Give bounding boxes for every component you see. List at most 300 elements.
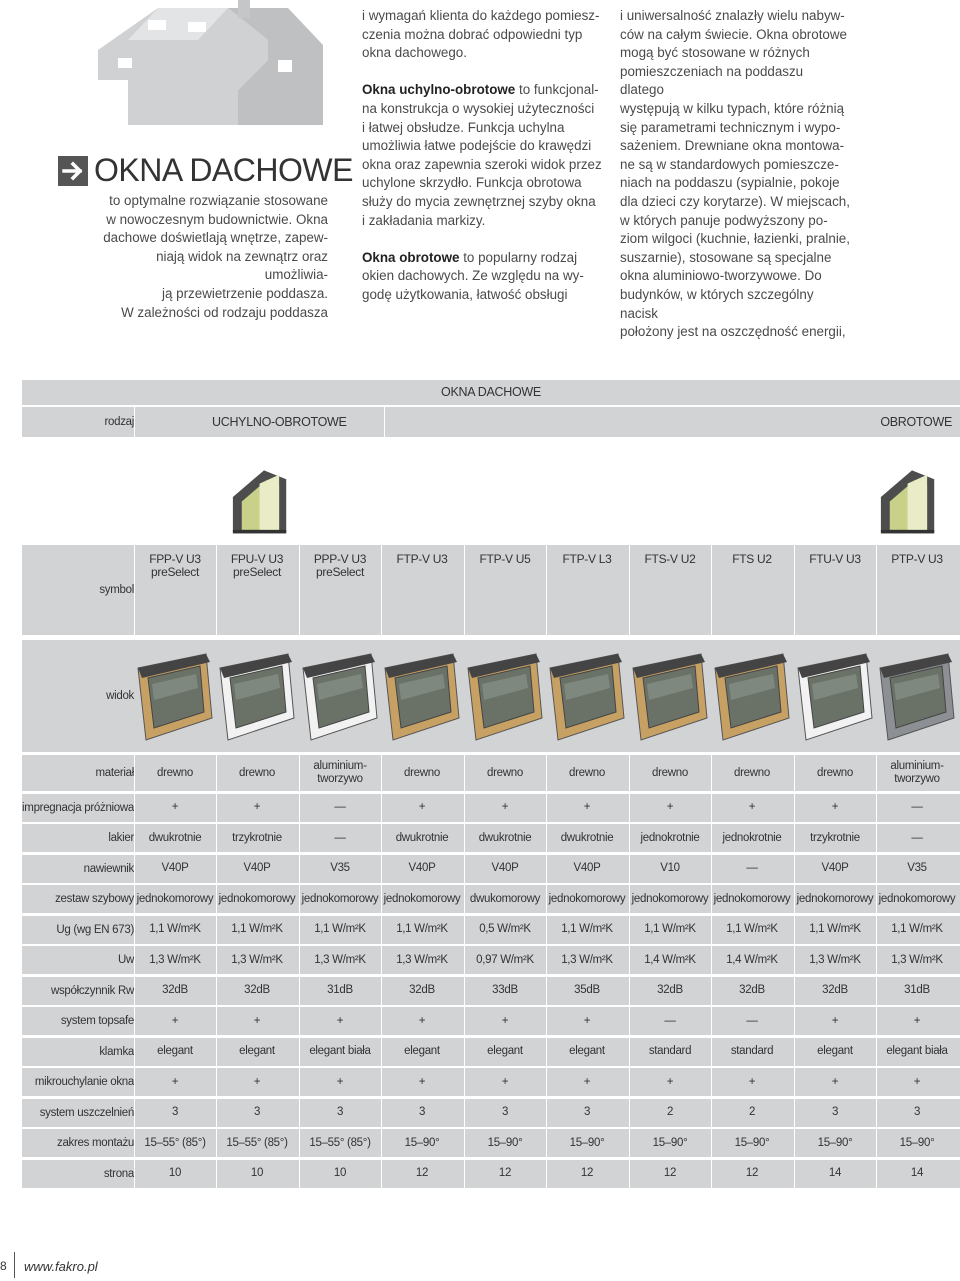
table-vline	[546, 977, 547, 1005]
row-value: +	[913, 1014, 921, 1027]
row-value: elegant	[239, 1045, 275, 1057]
row-value: 3	[336, 1106, 344, 1118]
row-value: dwukrotnie	[395, 831, 449, 844]
table-vline	[794, 855, 795, 883]
table-vline	[464, 916, 465, 944]
row-value: 3	[253, 1106, 261, 1118]
row-value: V35	[907, 862, 927, 874]
row-value: elegant	[487, 1045, 523, 1057]
row-value: elegant	[404, 1045, 440, 1057]
row-label: system uszczelnień	[39, 1106, 134, 1119]
data-row	[22, 1129, 960, 1157]
table-vline	[629, 977, 630, 1005]
symbol-cell	[629, 553, 711, 587]
table-vline	[546, 1007, 547, 1035]
table-vline	[299, 545, 300, 635]
row-value: 15–90°	[899, 1136, 935, 1149]
table-vline	[711, 1038, 712, 1066]
symbol-name: FPU-V U3	[230, 552, 284, 566]
data-row	[22, 824, 960, 852]
row-value: 1,1 W/m²K	[314, 923, 366, 935]
row-value: jednokomorowy	[383, 892, 461, 905]
table-vline	[464, 545, 465, 635]
table-vline	[381, 946, 382, 974]
window-image	[216, 648, 298, 748]
table-vline	[546, 916, 547, 944]
row-value: elegant	[569, 1045, 605, 1057]
row-value: —	[664, 1014, 676, 1027]
row-value: —	[746, 862, 758, 874]
col2-p2: to funkcjonal- na konstrukcja o wysokiej użyteczności i łatwej obsłudze. Funkcja uchylna umożliwia łatwe podejście do krawędzi okna oraz zapewnia szeroki widok przez uchylone skrzydło. Funkcja obrotowa służy do mycia zewnętrznej szyby okna i zakładania markizy.	[362, 82, 602, 228]
row-value: 12	[745, 1167, 759, 1179]
row-value: 32dB	[657, 984, 683, 996]
row-value: +	[253, 1014, 261, 1027]
table-vline	[134, 1099, 135, 1127]
table-vline	[546, 1068, 547, 1096]
row-value: +	[501, 1075, 509, 1088]
row-label: zestaw szybowy	[55, 893, 134, 905]
table-vline	[134, 1068, 135, 1096]
row-label: system topsafe	[60, 1015, 134, 1027]
table-vline	[711, 946, 712, 974]
table-vline	[794, 1160, 795, 1188]
symbol-name: FTP-V U3	[396, 552, 448, 566]
table-vline	[711, 1007, 712, 1035]
table-vline	[629, 916, 630, 944]
table-vline	[546, 794, 547, 822]
row-value: 12	[415, 1167, 429, 1179]
table-vline	[134, 977, 135, 1005]
table-vline	[381, 755, 382, 791]
table-vline	[794, 1007, 795, 1035]
row-value: +	[666, 801, 674, 813]
symbol-cell	[464, 553, 546, 587]
table-vline	[876, 794, 877, 822]
window-image	[464, 648, 546, 748]
row-value: dwukrotnie	[478, 831, 532, 844]
table-vline	[876, 1129, 877, 1157]
row-value: 1,1 W/m²K	[561, 923, 613, 935]
table-vline	[876, 1007, 877, 1035]
widok-label: widok	[106, 690, 134, 702]
row-label: materiał	[95, 767, 134, 779]
symbol-cell	[794, 553, 876, 587]
row-value: drewno	[817, 766, 853, 779]
table-vline	[876, 977, 877, 1005]
row-value: 32dB	[822, 984, 848, 996]
row-value: drewno	[652, 766, 688, 779]
table-vline	[216, 855, 217, 883]
symbol-cell	[216, 553, 298, 587]
row-label: lakier	[108, 832, 134, 844]
table-vline	[876, 755, 877, 791]
table-vline	[216, 1129, 217, 1157]
window-image	[876, 648, 958, 748]
page-title: OKNA DACHOWE	[94, 152, 353, 188]
table-vline	[299, 916, 300, 944]
table-vline	[711, 1160, 712, 1188]
row-value: 1,3 W/m²K	[149, 953, 201, 966]
row-value: 32dB	[244, 984, 270, 996]
row-value: 2	[748, 1106, 756, 1118]
row-value: V40P	[408, 862, 436, 874]
symbol-name: FTP-V L3	[562, 552, 612, 566]
row-value: +	[171, 1075, 179, 1088]
table-vline	[216, 946, 217, 974]
row-value: 1,3 W/m²K	[231, 953, 283, 966]
table-vline	[794, 755, 795, 791]
row-value: +	[583, 1014, 591, 1027]
row-label: klamka	[99, 1045, 134, 1058]
table-vline	[546, 1129, 547, 1157]
row-value: 3	[831, 1106, 839, 1118]
window-image	[381, 648, 463, 748]
row-value: 10	[333, 1167, 347, 1179]
col2-p3: to popularny rodzaj okien dachowych. Ze względu na wy- godę użytkowania, łatwość obsługi	[362, 249, 584, 302]
symbol-cell	[299, 553, 381, 587]
row-value: V10	[660, 862, 680, 874]
table-vline	[381, 794, 382, 822]
table-vline	[216, 1099, 217, 1127]
table-vline	[876, 545, 877, 635]
row-value: 15–55° (85°)	[309, 1136, 371, 1149]
row-value: 1,3 W/m²K	[396, 953, 448, 966]
row-value: +	[583, 1075, 591, 1088]
symbol-variant: preSelect	[151, 565, 199, 579]
data-row	[22, 977, 960, 1005]
row-value: V40P	[491, 862, 519, 874]
table-vline	[711, 855, 712, 883]
table-vline	[794, 977, 795, 1005]
row-label: strona	[103, 1167, 134, 1180]
row-value: dwukrotnie	[560, 831, 614, 844]
window-image	[546, 648, 628, 748]
row-value: 1,1 W/m²K	[149, 923, 201, 935]
intro-text-col3: i uniwersalność znalazły wielu nabyw- ców na całym świecie. Okna obrotowe mogą być stosowane w różnych pomieszczeniach na poddaszu dlatego występują w kilku typach, które różnią się parametrami technicznym i wypo- sażeniem. Drewniane okna montowa- ne są w standardowych pomieszcze- niach na poddaszu (sypialnie, pokoje dla dzieci czy korytarze). W miejscach, w których panuje podwyższony po- ziom wilgoci (kuchnie, łazienki, pralnie, suszarnie), stosowane są specjalne okna aluminiowo-tworzywowe. Do budynków, w których szczególny nacisk położony jest na oszczędność energii,	[620, 8, 850, 340]
row-value: +	[418, 801, 426, 813]
table-vline	[134, 1160, 135, 1188]
table-vline	[299, 1038, 300, 1066]
symbol-name: PTP-V U3	[891, 552, 943, 566]
col2-p1: i wymagań klienta do każdego pomiesz- czenia można dobrać odpowiedni typ okna dachowego.	[362, 8, 600, 61]
row-value: +	[831, 1075, 839, 1088]
row-value: +	[913, 1075, 921, 1088]
row-value: 15–90°	[404, 1136, 440, 1149]
table-vline	[794, 946, 795, 974]
row-value: 12	[663, 1167, 677, 1179]
row-value: 0,5 W/m²K	[479, 923, 531, 935]
table-vline	[711, 1099, 712, 1127]
table-vline	[629, 1038, 630, 1066]
table-vline	[216, 1038, 217, 1066]
table-vline	[629, 755, 630, 791]
table-vline	[464, 794, 465, 822]
row-value: aluminium- tworzywo	[890, 760, 944, 785]
table-vline	[464, 946, 465, 974]
table-vline	[876, 1068, 877, 1096]
widok-row	[22, 640, 960, 752]
table-vline	[546, 545, 547, 635]
row-value: +	[501, 1014, 509, 1027]
row-value: 1,3 W/m²K	[891, 953, 943, 966]
row-value: —	[911, 801, 923, 813]
table-vline	[381, 824, 382, 852]
table-vline	[629, 1129, 630, 1157]
table-vline	[876, 916, 877, 944]
table-vline	[216, 545, 217, 635]
row-value: 32dB	[409, 984, 435, 996]
table-vline	[464, 885, 465, 913]
arrow-right-icon	[58, 156, 88, 186]
table-vline	[216, 755, 217, 791]
table-vline	[546, 755, 547, 791]
row-value: 14	[828, 1167, 842, 1179]
row-value: +	[583, 801, 591, 813]
table-title-row	[22, 380, 960, 405]
row-value: drewno	[157, 766, 193, 779]
rodzaj-obrotowe: OBROTOWE	[880, 414, 952, 429]
row-value: jednokrotnie	[722, 831, 782, 844]
table-title: OKNA DACHOWE	[441, 385, 541, 399]
table-vline	[381, 1129, 382, 1157]
table-vline	[629, 1099, 630, 1127]
row-value: 35dB	[574, 984, 600, 996]
table-vline	[546, 1160, 547, 1188]
window-image	[299, 648, 381, 748]
symbol-name: FTU-V U3	[809, 552, 861, 566]
symbol-variant: preSelect	[233, 565, 281, 579]
table-vline	[711, 1068, 712, 1096]
row-value: 12	[580, 1167, 594, 1179]
symbol-name: PPP-V U3	[313, 552, 367, 566]
symbol-cell	[546, 553, 628, 587]
row-value: 1,3 W/m²K	[809, 953, 861, 966]
row-value: 14	[910, 1167, 924, 1179]
table-vline	[876, 1099, 877, 1127]
row-value: +	[253, 1075, 261, 1088]
table-vline	[464, 855, 465, 883]
table-vline	[629, 794, 630, 822]
row-value: 1,3 W/m²K	[561, 953, 613, 966]
table-vline	[299, 946, 300, 974]
row-value: 15–90°	[817, 1136, 853, 1149]
symbol-cell	[876, 553, 958, 587]
row-value: 1,3 W/m²K	[314, 953, 366, 966]
table-vline	[794, 824, 795, 852]
rodzaj-label: rodzaj	[104, 416, 134, 428]
symbol-name: FTS U2	[732, 552, 772, 566]
table-vline	[381, 1007, 382, 1035]
row-value: trzykrotnie	[232, 831, 282, 844]
table-vline	[794, 794, 795, 822]
table-vline	[711, 1129, 712, 1157]
symbol-variant: preSelect	[316, 565, 364, 579]
rodzaj-row	[22, 407, 960, 437]
table-vline	[629, 545, 630, 635]
row-value: jednokomorowy	[136, 892, 214, 905]
table-vline	[546, 824, 547, 852]
row-value: 2	[666, 1106, 674, 1118]
table-vline	[134, 407, 135, 437]
room-diagram-obrotowe	[872, 457, 952, 537]
table-vline	[629, 1007, 630, 1035]
table-vline	[464, 1129, 465, 1157]
symbol-cell	[381, 553, 463, 587]
window-image	[794, 648, 876, 748]
row-value: +	[253, 801, 261, 813]
table-vline	[876, 1160, 877, 1188]
row-value: +	[831, 801, 839, 813]
intro-text-col2	[362, 7, 602, 305]
row-value: 15–90°	[569, 1136, 605, 1149]
row-value: V40P	[573, 862, 601, 874]
row-value: drewno	[239, 766, 275, 779]
table-vline	[546, 885, 547, 913]
row-value: —	[911, 831, 923, 844]
table-vline	[711, 885, 712, 913]
row-value: —	[334, 801, 346, 813]
row-value: jednokomorowy	[713, 892, 791, 905]
table-vline	[216, 824, 217, 852]
row-value: 1,1 W/m²K	[231, 923, 283, 935]
table-vline	[794, 885, 795, 913]
table-vline	[299, 1007, 300, 1035]
table-vline	[629, 824, 630, 852]
row-value: +	[748, 801, 756, 813]
table-vline	[134, 1129, 135, 1157]
table-vline	[384, 407, 385, 437]
row-value: drewno	[734, 766, 770, 779]
row-label: Ug (wg EN 673)	[56, 923, 134, 936]
row-value: 31dB	[327, 984, 353, 996]
row-value: —	[746, 1014, 758, 1027]
row-value: jednokomorowy	[878, 892, 956, 905]
table-vline	[794, 916, 795, 944]
row-value: +	[171, 1014, 179, 1027]
table-vline	[134, 1038, 135, 1066]
row-label: Uw	[117, 954, 134, 966]
row-value: 3	[501, 1106, 509, 1118]
table-vline	[299, 1068, 300, 1096]
intro-text-col1: to optymalne rozwiązanie stosowane w nowoczesnym budownictwie. Okna dachowe doświetlają wnętrze, zapew- niają widok na zewnątrz oraz umożliwia- ją przewietrzenie poddasza. W zależności od rodzaju poddasza	[103, 193, 328, 320]
row-value: 10	[250, 1167, 264, 1179]
table-vline	[216, 916, 217, 944]
data-row	[22, 1038, 960, 1066]
table-vline	[546, 946, 547, 974]
table-vline	[876, 1038, 877, 1066]
table-vline	[794, 1038, 795, 1066]
row-value: 15–55° (85°)	[226, 1136, 288, 1149]
table-vline	[464, 824, 465, 852]
table-vline	[629, 946, 630, 974]
table-vline	[134, 1007, 135, 1035]
table-vline	[629, 885, 630, 913]
row-value: jednokomorowy	[548, 892, 626, 905]
table-vline	[134, 794, 135, 822]
row-label: zakres montażu	[57, 1137, 134, 1149]
table-vline	[299, 794, 300, 822]
row-value: 3	[418, 1106, 426, 1118]
row-value: V40P	[243, 862, 271, 874]
room-diagram-uchylno-obrotowe	[224, 457, 304, 537]
row-value: 32dB	[162, 984, 188, 996]
row-value: +	[748, 1075, 756, 1088]
data-row	[22, 1160, 960, 1188]
row-value: drewno	[487, 766, 523, 779]
row-value: V40P	[821, 862, 849, 874]
table-vline	[299, 1129, 300, 1157]
row-value: 15–90°	[734, 1136, 770, 1149]
table-vline	[794, 1099, 795, 1127]
table-vline	[134, 755, 135, 791]
table-vline	[134, 545, 135, 635]
row-value: +	[501, 801, 509, 813]
data-row	[22, 1099, 960, 1127]
table-vline	[546, 1099, 547, 1127]
data-row	[22, 794, 960, 822]
row-value: 3	[583, 1106, 591, 1118]
table-vline	[464, 1160, 465, 1188]
table-vline	[546, 855, 547, 883]
data-row	[22, 1068, 960, 1096]
row-label: mikrouchylanie okna	[34, 1076, 134, 1088]
table-vline	[464, 1038, 465, 1066]
table-vline	[464, 1068, 465, 1096]
row-value: 33dB	[492, 984, 518, 996]
symbol-cell	[711, 553, 793, 587]
table-vline	[711, 755, 712, 791]
table-vline	[794, 545, 795, 635]
row-value: jednokomorowy	[218, 892, 296, 905]
row-label: współczynnik Rw	[50, 984, 134, 997]
row-value: 10	[168, 1167, 182, 1179]
row-label: nawiewnik	[83, 862, 134, 875]
table-vline	[876, 824, 877, 852]
table-vline	[299, 977, 300, 1005]
table-vline	[794, 1068, 795, 1096]
table-vline	[464, 1099, 465, 1127]
row-value: jednokomorowy	[631, 892, 709, 905]
row-value: 1,1 W/m²K	[644, 923, 696, 935]
data-row	[22, 885, 960, 913]
table-vline	[299, 755, 300, 791]
table-vline	[711, 916, 712, 944]
table-vline	[711, 545, 712, 635]
row-value: —	[334, 831, 346, 844]
row-value: 1,4 W/m²K	[644, 953, 696, 966]
diagram-row	[22, 437, 960, 532]
symbol-row	[22, 545, 960, 635]
table-vline	[381, 885, 382, 913]
table-vline	[381, 916, 382, 944]
row-value: +	[171, 801, 179, 813]
table-vline	[464, 1007, 465, 1035]
table-vline	[134, 824, 135, 852]
table-vline	[876, 855, 877, 883]
table-vline	[794, 1129, 795, 1157]
section-heading	[58, 152, 353, 189]
row-value: +	[418, 1075, 426, 1088]
table-vline	[381, 1099, 382, 1127]
symbol-cell	[134, 553, 216, 587]
table-vline	[134, 885, 135, 913]
table-vline	[299, 824, 300, 852]
page-number: 8	[0, 1259, 7, 1273]
table-vline	[464, 755, 465, 791]
row-value: +	[336, 1014, 344, 1027]
symbol-name: FTP-V U5	[479, 552, 531, 566]
footer-divider	[14, 1252, 15, 1278]
